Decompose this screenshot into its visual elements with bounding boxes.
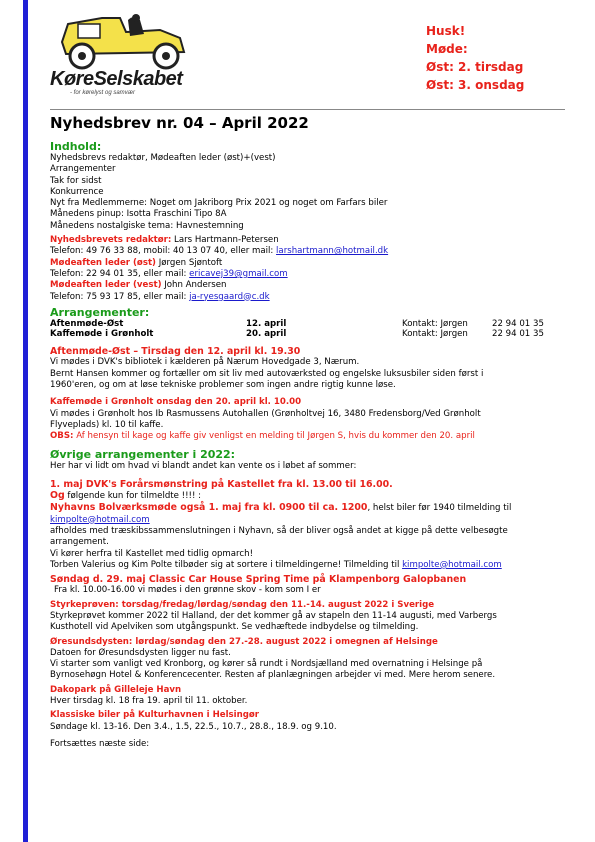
event-text: Byrnosehøgn Hotel & Konferencecenter. Resten af planlægningen arbejder vi med. Mere herom senere. bbox=[50, 670, 496, 681]
contact-name: John Andersen bbox=[161, 280, 227, 291]
other-events-heading: Øvrige arrangementer i 2022: bbox=[50, 448, 236, 462]
logo-wordmark: KøreSelskabet bbox=[50, 68, 183, 90]
contact-phone: Telefon: 49 76 33 88, mobil: 40 13 07 40, eller mail: bbox=[50, 246, 277, 257]
continued-note: Fortsættes næste side: bbox=[50, 738, 150, 749]
event-text: Vi kører herfra til Kastellet med tidlig opmarch! bbox=[50, 548, 254, 559]
contact-phone: Telefon: 22 94 01 35, eller mail: bbox=[50, 268, 190, 279]
event-aftenmode bbox=[50, 346, 565, 391]
event-heading: Klassiske biler på Kulturhavnen i Helsingør bbox=[50, 710, 260, 721]
event-heading: Kaffemøde i Grønholt onsdag den 20. april kl. 10.00 bbox=[50, 397, 302, 408]
contact-role: Mødeaften leder (vest) bbox=[50, 280, 162, 291]
event-name: Kaffemøde i Grønholt bbox=[50, 329, 154, 340]
other-intro: Her har vi lidt om hvad vi blandt andet kan vente os i løbet af sommer: bbox=[50, 461, 357, 472]
event-heading: Aftenmøde-Øst – Tirsdag den 12. april kl. 19.30 bbox=[50, 346, 301, 358]
event-text: Hver tirsdag kl. 18 fra 19. april til 11. oktober. bbox=[50, 696, 248, 707]
contact-phone: Telefon: 75 93 17 85, eller mail: bbox=[50, 291, 190, 302]
contact-email-link[interactable]: ja-ryesgaard@c.dk bbox=[189, 291, 270, 302]
obs-text: Af hensyn til kage og kaffe giv venligst en melding til Jørgen S, hvis du kommer den 20. april bbox=[73, 431, 475, 442]
registration-email-link[interactable]: kimpolte@hotmail.com bbox=[402, 559, 502, 570]
contact-block bbox=[50, 235, 565, 303]
event-heading: Øresundsdysten: lørdag/søndag den 27.-28. august 2022 i omegnen af Helsinge bbox=[50, 636, 438, 647]
registration-email-link[interactable]: kimpolte@hotmail.com bbox=[50, 514, 150, 525]
event-text: arrangement. bbox=[50, 537, 109, 548]
header-divider bbox=[50, 109, 565, 110]
event-text: Styrkeprøvet kommer 2022 til Halland, der det kommer gå av stapeln den 11-14 augusti, med Varbergs bbox=[50, 610, 497, 621]
event-heading: Søndag d. 29. maj Classic Car House Spring Time på Klampenborg Galopbanen bbox=[50, 574, 467, 586]
reminder-line: Møde: bbox=[426, 42, 468, 56]
event-date: 12. april bbox=[246, 318, 287, 329]
event-text: Datoen for Øresundsdysten ligger nu fast. bbox=[50, 647, 231, 658]
contact-role: Mødeaften leder (øst) bbox=[50, 257, 156, 268]
contact-name: Lars Hartmann-Petersen bbox=[171, 235, 279, 246]
index-item: Nyt fra Medlemmerne: Noget om Jakriborg Prix 2021 og noget om Farfars biler bbox=[50, 198, 388, 209]
og-label: Og bbox=[50, 490, 65, 502]
index-item: Nyhedsbrevs redaktør, Mødeaften leder (øst)+(vest) bbox=[50, 153, 276, 163]
event-text: Vi starter som vanligt ved Kronborg, og kører så rundt i Nordsjælland med overnatning i Helsinge på bbox=[50, 659, 483, 670]
contact-role: Nyhedsbrevets redaktør: bbox=[50, 235, 172, 246]
event-heading: Nyhavns Bolværksmøde også 1. maj fra kl. 0900 til ca. 1200 bbox=[50, 502, 368, 514]
index-item: Månedens pinup: Isotta Fraschini Tipo 8A bbox=[50, 209, 227, 220]
index-heading: Indhold: bbox=[50, 140, 102, 153]
event-kaffemode bbox=[50, 397, 565, 442]
event-phone: 22 94 01 35 bbox=[492, 329, 544, 340]
events-heading: Arrangementer: bbox=[50, 305, 150, 319]
event-contact: Kontakt: Jørgen bbox=[402, 329, 468, 340]
event-date: 20. april bbox=[246, 329, 287, 340]
meeting-reminder bbox=[426, 22, 524, 94]
event-text: følgende kun for tilmeldte !!!! : bbox=[64, 491, 202, 502]
contact-email-link[interactable]: larshartmann@hotmail.dk bbox=[276, 246, 389, 257]
events-table bbox=[50, 319, 565, 340]
event-name: Aftenmøde-Øst bbox=[50, 318, 124, 329]
event-text: , helst biler før 1940 tilmelding til bbox=[367, 503, 512, 514]
event-heading: Dakopark på Gilleleje Havn bbox=[50, 684, 182, 695]
contact-email-link[interactable]: ericavej39@gmail.com bbox=[189, 268, 288, 279]
event-text: 1960'eren, og om at løse tekniske problemer som ingen andre rigtig kunne løse. bbox=[50, 379, 396, 390]
reminder-line: Øst: 3. onsdag bbox=[426, 78, 525, 92]
event-text: Vi mødes i DVK's bibliotek i kælderen på Nærum Hovedgade 3, Nærum. bbox=[50, 357, 360, 368]
event-text: Bernt Hansen kommer og fortæller om sit liv med autoværksted og engelske luksusbiler siden først i bbox=[50, 368, 484, 379]
event-text: Kusthotell vid Apelviken som utgångspunkt. Se vedhæftede indbydelse og tilmelding. bbox=[50, 622, 419, 633]
newsletter-body bbox=[50, 114, 565, 750]
events-table-row bbox=[50, 319, 565, 330]
event-text: Vi mødes i Grønholt hos Ib Rasmussens Autohallen (Grønholtvej 16, 3480 Fredensborg/Ved Grønholt bbox=[50, 408, 481, 419]
event-contact: Kontakt: Jørgen bbox=[402, 318, 468, 329]
event-text: Torben Valerius og Kim Polte tilbøder sig at sortere i tilmeldingerne! Tilmelding til bbox=[50, 559, 403, 570]
events-table-row bbox=[50, 329, 565, 340]
event-text: afholdes med træskibssammenslutningen i Nyhavn, så der bliver også andet at kigge på dette velbesøgte bbox=[50, 525, 508, 536]
index-item: Månedens nostalgiske tema: Havnestemning bbox=[50, 220, 244, 231]
event-text: Fra kl. 10.00-16.00 vi mødes i den grønne skov - kom som I er bbox=[54, 585, 321, 596]
event-heading: 1. maj DVK's Forårsmønstring på Kastellet fra kl. 13.00 til 16.00. bbox=[50, 478, 393, 490]
event-text: Søndage kl. 13-16. Den 3.4., 1.5, 22.5., 10.7., 28.8., 18.9. og 9.10. bbox=[50, 721, 337, 732]
other-events bbox=[50, 448, 565, 750]
logo-tagline: - for kørelyst og samvær bbox=[70, 90, 136, 96]
newsletter-title: Nyhedsbrev nr. 04 – April 2022 bbox=[50, 114, 309, 132]
event-phone: 22 94 01 35 bbox=[492, 318, 544, 329]
obs-label: OBS: bbox=[50, 431, 74, 442]
car-logo-icon bbox=[50, 10, 190, 72]
reminder-line: Øst: 2. tirsdag bbox=[426, 60, 524, 74]
event-text: Flyveplads) kl. 10 til kaffe. bbox=[50, 419, 164, 430]
event-heading: Styrkeprøven: torsdag/fredag/lørdag/søndag den 11.-14. august 2022 i Sverige bbox=[50, 599, 435, 610]
club-logo bbox=[50, 10, 190, 100]
page-margin-line bbox=[23, 0, 28, 842]
index-item: Arrangementer bbox=[50, 164, 116, 175]
reminder-line: Husk! bbox=[426, 24, 466, 38]
index-item: Konkurrence bbox=[50, 186, 104, 197]
index-list bbox=[50, 153, 565, 232]
contact-name: Jørgen Sjøntoft bbox=[156, 257, 223, 268]
index-item: Tak for sidst bbox=[50, 175, 102, 186]
